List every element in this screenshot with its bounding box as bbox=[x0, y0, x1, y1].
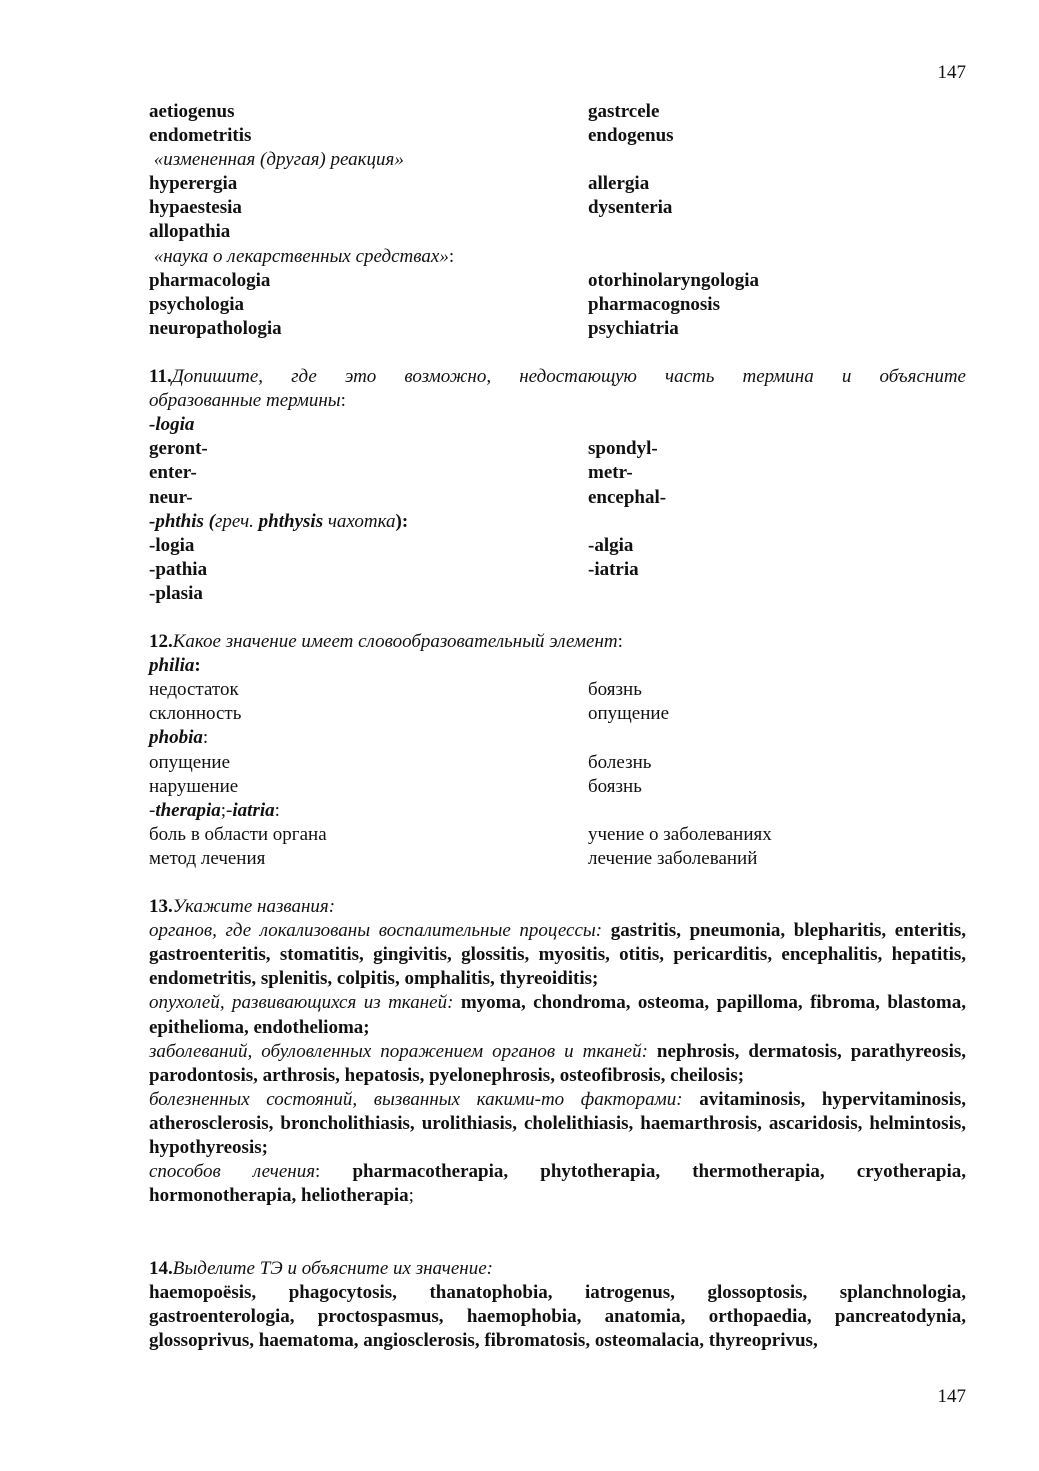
task-13-paragraph: органов, где локализованы воспалительные процессы: gastritis, pneumonia, blepharitis, enteritis, gastroenteritis, stomatitis, gingivitis, glossitis, myositis, otitis, pericarditis, encephalitis, hepatitis, endometritis, splenitis, colpitis, omphalitis, thyreoiditis; bbox=[149, 920, 967, 990]
term: encephal- bbox=[588, 486, 667, 508]
term: neur- bbox=[149, 486, 193, 508]
element-label: -phthis (греч. phthysis чахотка): bbox=[149, 510, 409, 532]
option-row bbox=[149, 702, 966, 726]
term-row bbox=[149, 486, 966, 510]
term: gastrcele bbox=[588, 101, 660, 122]
term: endometritis bbox=[149, 125, 252, 147]
group-caption: «наука о лекарственных средствах»: bbox=[153, 245, 455, 267]
term: -logia bbox=[149, 534, 195, 556]
task-13-paragraph: опухолей, развивающихся из тканей: myoma, chondroma, osteoma, papilloma, fibroma, blastoma, epithelioma, endothelioma; bbox=[149, 992, 966, 1038]
element-label: phobia: bbox=[149, 727, 209, 749]
option: лечение заболеваний bbox=[588, 847, 758, 869]
term: spondyl- bbox=[588, 438, 658, 460]
option: боязнь bbox=[588, 775, 642, 797]
term: pharmacognosis bbox=[588, 293, 720, 315]
task-13-heading: 13.Укажите названия: bbox=[149, 896, 336, 918]
term-row bbox=[149, 269, 966, 293]
term: geront- bbox=[149, 438, 208, 460]
task-13-paragraph: способов лечения: pharmacotherapia, phytotherapia, thermotherapia, cryotherapia, hormonotherapia, heliotherapia; bbox=[149, 1161, 967, 1207]
term: enter- bbox=[149, 462, 197, 484]
option: опущение bbox=[588, 703, 670, 725]
page-number-top: 147 bbox=[937, 62, 966, 83]
term-row bbox=[149, 461, 966, 485]
term: -pathia bbox=[149, 558, 208, 580]
term: hyperergia bbox=[149, 173, 238, 195]
term-row bbox=[149, 317, 966, 341]
term: otorhinolaryngologia bbox=[588, 269, 760, 291]
option-row bbox=[149, 847, 966, 871]
option: недостаток bbox=[149, 679, 239, 701]
term: metr- bbox=[588, 462, 633, 484]
term: pharmacologia bbox=[149, 269, 271, 291]
option: боль в области органа bbox=[149, 823, 327, 845]
task-13-paragraph: заболеваний, обуловленных поражением органов и тканей: nephrosis, dermatosis, parathyreosis, parodontosis, arthrosis, hepatosis, pyelonephrosis, osteofibrosis, cheilosis; bbox=[149, 1040, 966, 1086]
term: allopathia bbox=[149, 221, 231, 243]
option: нарушение bbox=[149, 775, 239, 797]
task-11-heading: 11.Допишите, где это возможно, недостающую часть термина и объясните bbox=[149, 366, 966, 388]
task-14-heading: 14.Выделите ТЭ и объясните их значение: bbox=[149, 1257, 493, 1279]
page-content bbox=[149, 100, 966, 1353]
task-14-terms: haemopoësis, phagocytosis, thanatophobia, iatrogenus, glossoptosis, splanchnologia, gastroenterologia, proctospasmus, haemophobia, anatomia, orthopaedia, pancreatodynia, glossoprivus, haematoma, angiosclerosis, fibromatosis, osteomalacia, thyreoprivus, bbox=[149, 1281, 966, 1351]
term: endogenus bbox=[588, 125, 674, 147]
term: neuropathologia bbox=[149, 317, 282, 339]
term-row bbox=[149, 534, 966, 558]
term-row bbox=[149, 558, 966, 582]
element-label: philia: bbox=[149, 655, 201, 677]
term: hypaestesia bbox=[149, 197, 242, 219]
term-row bbox=[149, 172, 966, 196]
term: allergia bbox=[588, 173, 650, 195]
element-label: -therapia;-iatria: bbox=[149, 799, 280, 821]
term-row bbox=[149, 124, 966, 148]
option: боязнь bbox=[588, 679, 642, 701]
term: -iatria bbox=[588, 558, 639, 580]
term-row bbox=[149, 293, 966, 317]
element-label: -logia bbox=[149, 414, 195, 436]
term-row bbox=[149, 196, 966, 220]
option: метод лечения bbox=[149, 847, 266, 869]
term-row bbox=[149, 437, 966, 461]
option: болезнь bbox=[588, 751, 652, 773]
task-12-heading: 12.Какое значение имеет словообразовательный элемент: bbox=[149, 631, 623, 653]
option-row bbox=[149, 678, 966, 702]
term: psychologia bbox=[149, 293, 245, 315]
term-row bbox=[149, 220, 966, 244]
option: учение о заболеваниях bbox=[588, 823, 772, 845]
option: опущение bbox=[149, 751, 231, 773]
term-row bbox=[149, 100, 966, 124]
option-row bbox=[149, 823, 966, 847]
group-caption: «измененная (другая) реакция» bbox=[153, 149, 404, 171]
term-row bbox=[149, 582, 966, 606]
term: dysenteria bbox=[588, 197, 673, 219]
task-11-heading-cont: образованные термины: bbox=[149, 390, 346, 412]
task-13-paragraph: болезненных состояний, вызванных какими-то факторами: avitaminosis, hypervitaminosis, atherosclerosis, broncholithiasis, urolithiasis, cholelithiasis, haemarthrosis, ascaridosis, helmintosis, hypothyreosis; bbox=[149, 1088, 966, 1159]
term: -algia bbox=[588, 534, 634, 556]
term: aetiogenus bbox=[149, 101, 235, 122]
page-number-bottom: 147 bbox=[937, 1386, 966, 1407]
option-row bbox=[149, 775, 966, 799]
term: -plasia bbox=[149, 582, 203, 604]
term: psychiatria bbox=[588, 317, 679, 339]
option-row bbox=[149, 751, 966, 775]
option: склонность bbox=[149, 703, 242, 725]
